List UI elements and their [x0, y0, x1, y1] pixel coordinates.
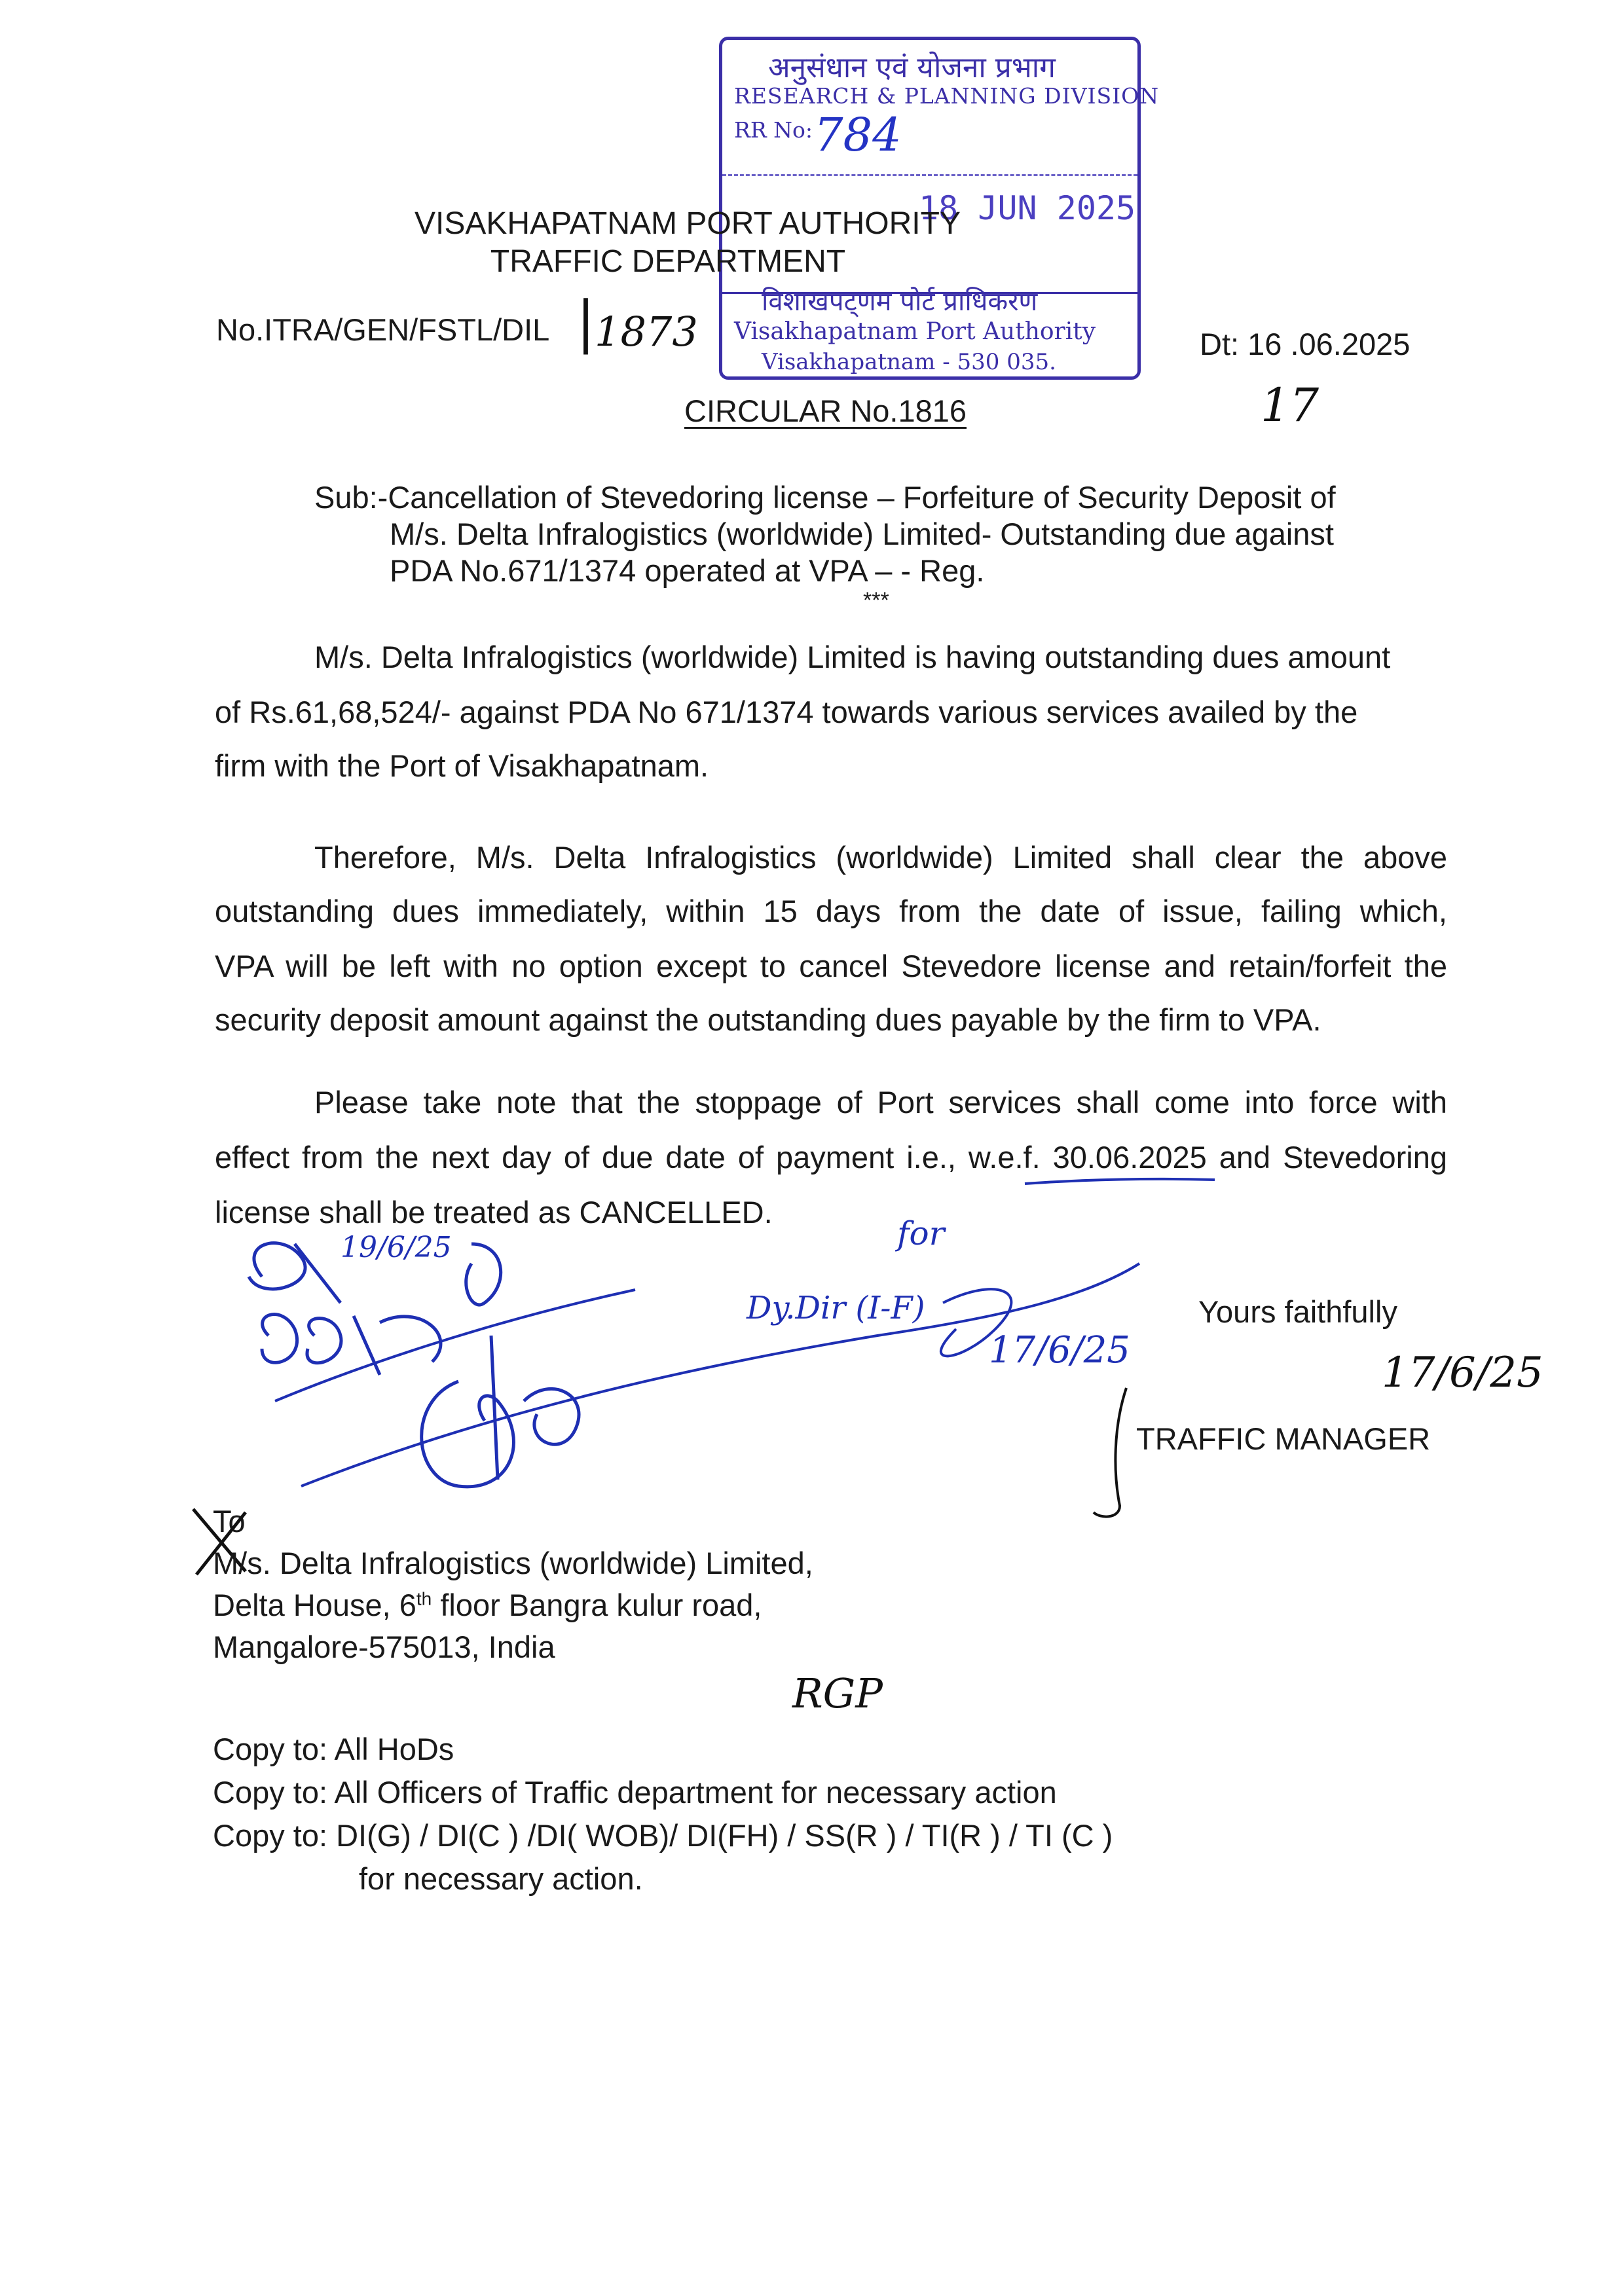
handwritten-rgp: RGP [792, 1669, 883, 1717]
stamp-hindi-line: अनुसंधान एवं योजना प्रभाग [768, 51, 1056, 84]
subject-line-2: M/s. Delta Infralogistics (worldwide) Limited- Outstanding due against [390, 517, 1334, 551]
copy-to-line-3: Copy to: DI(G) / DI(C ) /DI( WOB)/ DI(FH) / SS(R ) / TI(R ) / TI (C ) [213, 1818, 1113, 1853]
org-name: VISAKHAPATNAM PORT AUTHORITY [415, 206, 961, 241]
reference-number: No.ITRA/GEN/FSTL/DIL [216, 312, 550, 347]
para3-line-1: Please take note that the stoppage of Port services shall come into force with [314, 1085, 1447, 1120]
handwritten-date-correction: 17 [1261, 378, 1320, 432]
document-date: Dt: 16 .06.2025 [1200, 327, 1411, 361]
subject-line-3: PDA No.671/1374 operated at VPA – - Reg. [390, 553, 985, 588]
circular-title: CIRCULAR No.1816 [684, 393, 967, 428]
para1-line-1: M/s. Delta Infralogistics (worldwide) Limited is having outstanding dues amount [314, 640, 1391, 674]
subject-line-1: Sub:-Cancellation of Stevedoring license – Forfeiture of Security Deposit of [314, 480, 1336, 515]
address-line-2: Delta House, 6th floor Bangra kulur road, [213, 1588, 762, 1622]
stamp-rr-label: RR No: [734, 117, 813, 143]
stamp-division: RESEARCH & PLANNING DIVISION [734, 83, 1160, 109]
copy-to-line-1: Copy to: All HoDs [213, 1732, 454, 1766]
address-line-3: Mangalore-575013, India [213, 1630, 555, 1664]
para3-line-3: license shall be treated as CANCELLED. [215, 1195, 773, 1230]
para2-line-2: outstanding dues immediately, within 15 days from the date of issue, failing which, [215, 894, 1447, 928]
handwritten-top-left-date: 19/6/25 [341, 1231, 452, 1264]
copy-to-line-2: Copy to: All Officers of Traffic department for necessary action [213, 1775, 1057, 1810]
stamp-rr-number: 784 [814, 108, 902, 162]
address-line-1: M/s. Delta Infralogistics (worldwide) Limited, [213, 1546, 813, 1580]
stamp-authority: Visakhapatnam Port Authority [734, 318, 1096, 345]
handwritten-mid-date: 17/6/25 [989, 1329, 1130, 1372]
stamp-divider [722, 174, 1137, 176]
dept-name: TRAFFIC DEPARTMENT [490, 244, 846, 279]
para3-line-2: effect from the next day of due date of payment i.e., w.e.f. 30.06.2025 and Stevedoring [215, 1140, 1447, 1175]
address-to: To [213, 1504, 246, 1539]
handwritten-bar: | [576, 289, 595, 355]
stamp-hindi-authority: विशाखपट्णम पोर्ट प्राधिकरण [762, 287, 1038, 317]
subject-separator: *** [863, 588, 889, 613]
handwritten-dy-dir: Dy.Dir (I-F) [747, 1290, 925, 1326]
signatory-title: TRAFFIC MANAGER [1136, 1421, 1431, 1456]
para2-line-1: Therefore, M/s. Delta Infralogistics (worldwide) Limited shall clear the above [314, 840, 1447, 875]
para2-line-4: security deposit amount against the outstanding dues payable by the firm to VPA. [215, 1002, 1321, 1037]
handwritten-for: for [897, 1214, 945, 1252]
handwritten-sign-date: 17/6/25 [1382, 1349, 1543, 1397]
para1-line-2: of Rs.61,68,524/- against PDA No 671/1374 towards various services availed by the [215, 695, 1358, 729]
stamp-date: 18 JUN 2025 [919, 189, 1136, 227]
stamp-city: Visakhapatnam - 530 035. [762, 349, 1056, 375]
para1-line-3: firm with the Port of Visakhapatnam. [215, 748, 709, 783]
handwritten-ref-number: 1873 [595, 308, 698, 355]
yours-faithfully: Yours faithfully [1198, 1294, 1397, 1329]
copy-to-line-4: for necessary action. [359, 1861, 643, 1896]
para2-line-3: VPA will be left with no option except to cancel Stevedore license and retain/forfeit the [215, 949, 1447, 983]
